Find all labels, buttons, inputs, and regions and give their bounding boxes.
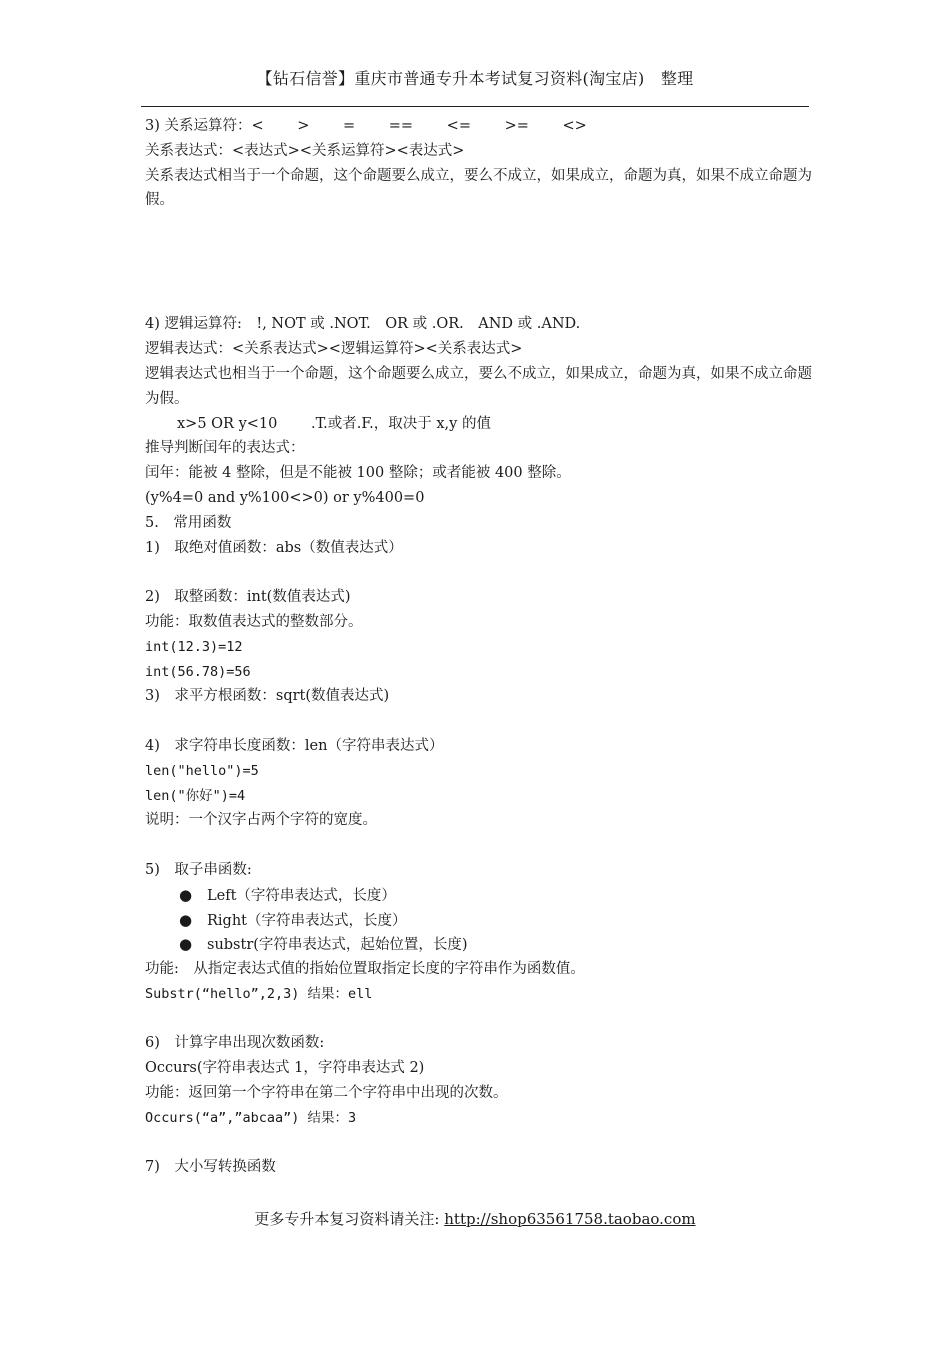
page-footer	[0, 1208, 950, 1229]
case-conversion-heading: 7) 大小写转换函数	[145, 1159, 276, 1176]
occurs-heading: 6) 计算字串出现次数函数:	[145, 1035, 325, 1052]
leap-year-expression: (y%4=0 and y%100<>0) or y%400=0	[145, 489, 425, 506]
footer-shop-link[interactable]: http://shop63561758.taobao.com	[444, 1210, 696, 1228]
spacer	[145, 1131, 813, 1156]
section-heading-functions: 5. 常用函数	[145, 514, 232, 531]
bullet-item	[145, 883, 813, 908]
header-divider	[141, 106, 809, 107]
occurs-example: Occurs(“a”,”abcaa”) 结果：3	[145, 1109, 357, 1126]
bullet-dot-icon: ●	[179, 885, 193, 904]
substring-heading: 5) 取子串函数:	[145, 861, 252, 878]
page-header: 【钻石信誉】重庆市普通专升本考试复习资料(淘宝店) 整理	[256, 69, 694, 88]
bullet-text: substr(字符串表达式，起始位置，长度)	[207, 937, 468, 954]
relational-expression-desc: 关系表达式相当于一个命题，这个命题要么成立，要么不成立，如果成立，命题为真，如果不成立命题为假。	[145, 167, 812, 209]
spacer	[145, 833, 813, 858]
len-function: 4) 求字符串长度函数：len（字符串表达式）	[145, 737, 444, 754]
len-example-1: len("hello")=5	[145, 762, 259, 779]
spacer	[145, 560, 813, 585]
relational-operators-line: 3) 关系运算符：< > = == <= >= <>	[145, 118, 587, 134]
int-function-desc: 功能：取数值表达式的整数部分。	[145, 613, 363, 630]
bullet-dot-icon: ●	[179, 935, 193, 954]
example-row	[145, 288, 813, 313]
abs-function: 1) 取绝对值函数：abs（数值表达式）	[145, 539, 403, 556]
leap-year-rule: 闰年：能被 4 整除，但是不能被 100 整除；或者能被 400 整除。	[145, 465, 571, 482]
logical-example: x>5 OR y<10 .T.或者.F.，取决于 x,y 的值	[177, 415, 491, 432]
substring-example: Substr(“hello”,2,3) 结果：ell	[145, 985, 373, 1002]
footer-text: 更多专升本复习资料请关注:	[254, 1210, 440, 1228]
substring-desc: 功能: 从指定表达式值的指始位置取指定长度的字符串作为函数值。	[145, 961, 585, 978]
sqrt-function: 3) 求平方根函数：sqrt(数值表达式)	[145, 688, 390, 705]
bullet-text: Right（字符串表达式，长度）	[207, 912, 407, 929]
bullet-item	[145, 908, 813, 933]
int-example-2: int(56.78)=56	[145, 663, 251, 680]
logical-operators-line: 4) 逻辑运算符: !, NOT 或 .NOT. OR 或 .OR. AND 或 .AND.	[145, 316, 581, 333]
int-example-1: int(12.3)=12	[145, 638, 243, 655]
leap-year-heading: 推导判断闰年的表达式：	[145, 440, 305, 457]
bullet-dot-icon: ●	[179, 910, 193, 929]
bullet-item	[145, 932, 813, 957]
occurs-desc: 功能：返回第一个字符串在第二个字符串中出现的次数。	[145, 1085, 508, 1102]
example-row	[145, 238, 813, 263]
example-row	[145, 213, 813, 238]
example-row	[145, 263, 813, 288]
occurs-signature: Occurs(字符串表达式 1，字符串表达式 2)	[145, 1060, 425, 1077]
len-note: 说明：一个汉字占两个字符的宽度。	[145, 812, 377, 829]
spacer	[145, 1007, 813, 1032]
logical-expression-def: 逻辑表达式：<关系表达式><逻辑运算符><关系表达式>	[145, 341, 523, 358]
bullet-text: Left（字符串表达式，长度）	[207, 887, 396, 904]
int-function: 2) 取整函数：int(数值表达式)	[145, 589, 351, 606]
logical-expression-desc: 逻辑表达式也相当于一个命题，这个命题要么成立，要么不成立，如果成立，命题为真，如果不成立命题为假。	[145, 365, 812, 407]
len-example-2: len("你好")=4	[145, 787, 246, 804]
relational-expression-def: 关系表达式：<表达式><关系运算符><表达式>	[145, 142, 465, 159]
document-body	[145, 114, 813, 1180]
spacer	[145, 709, 813, 734]
